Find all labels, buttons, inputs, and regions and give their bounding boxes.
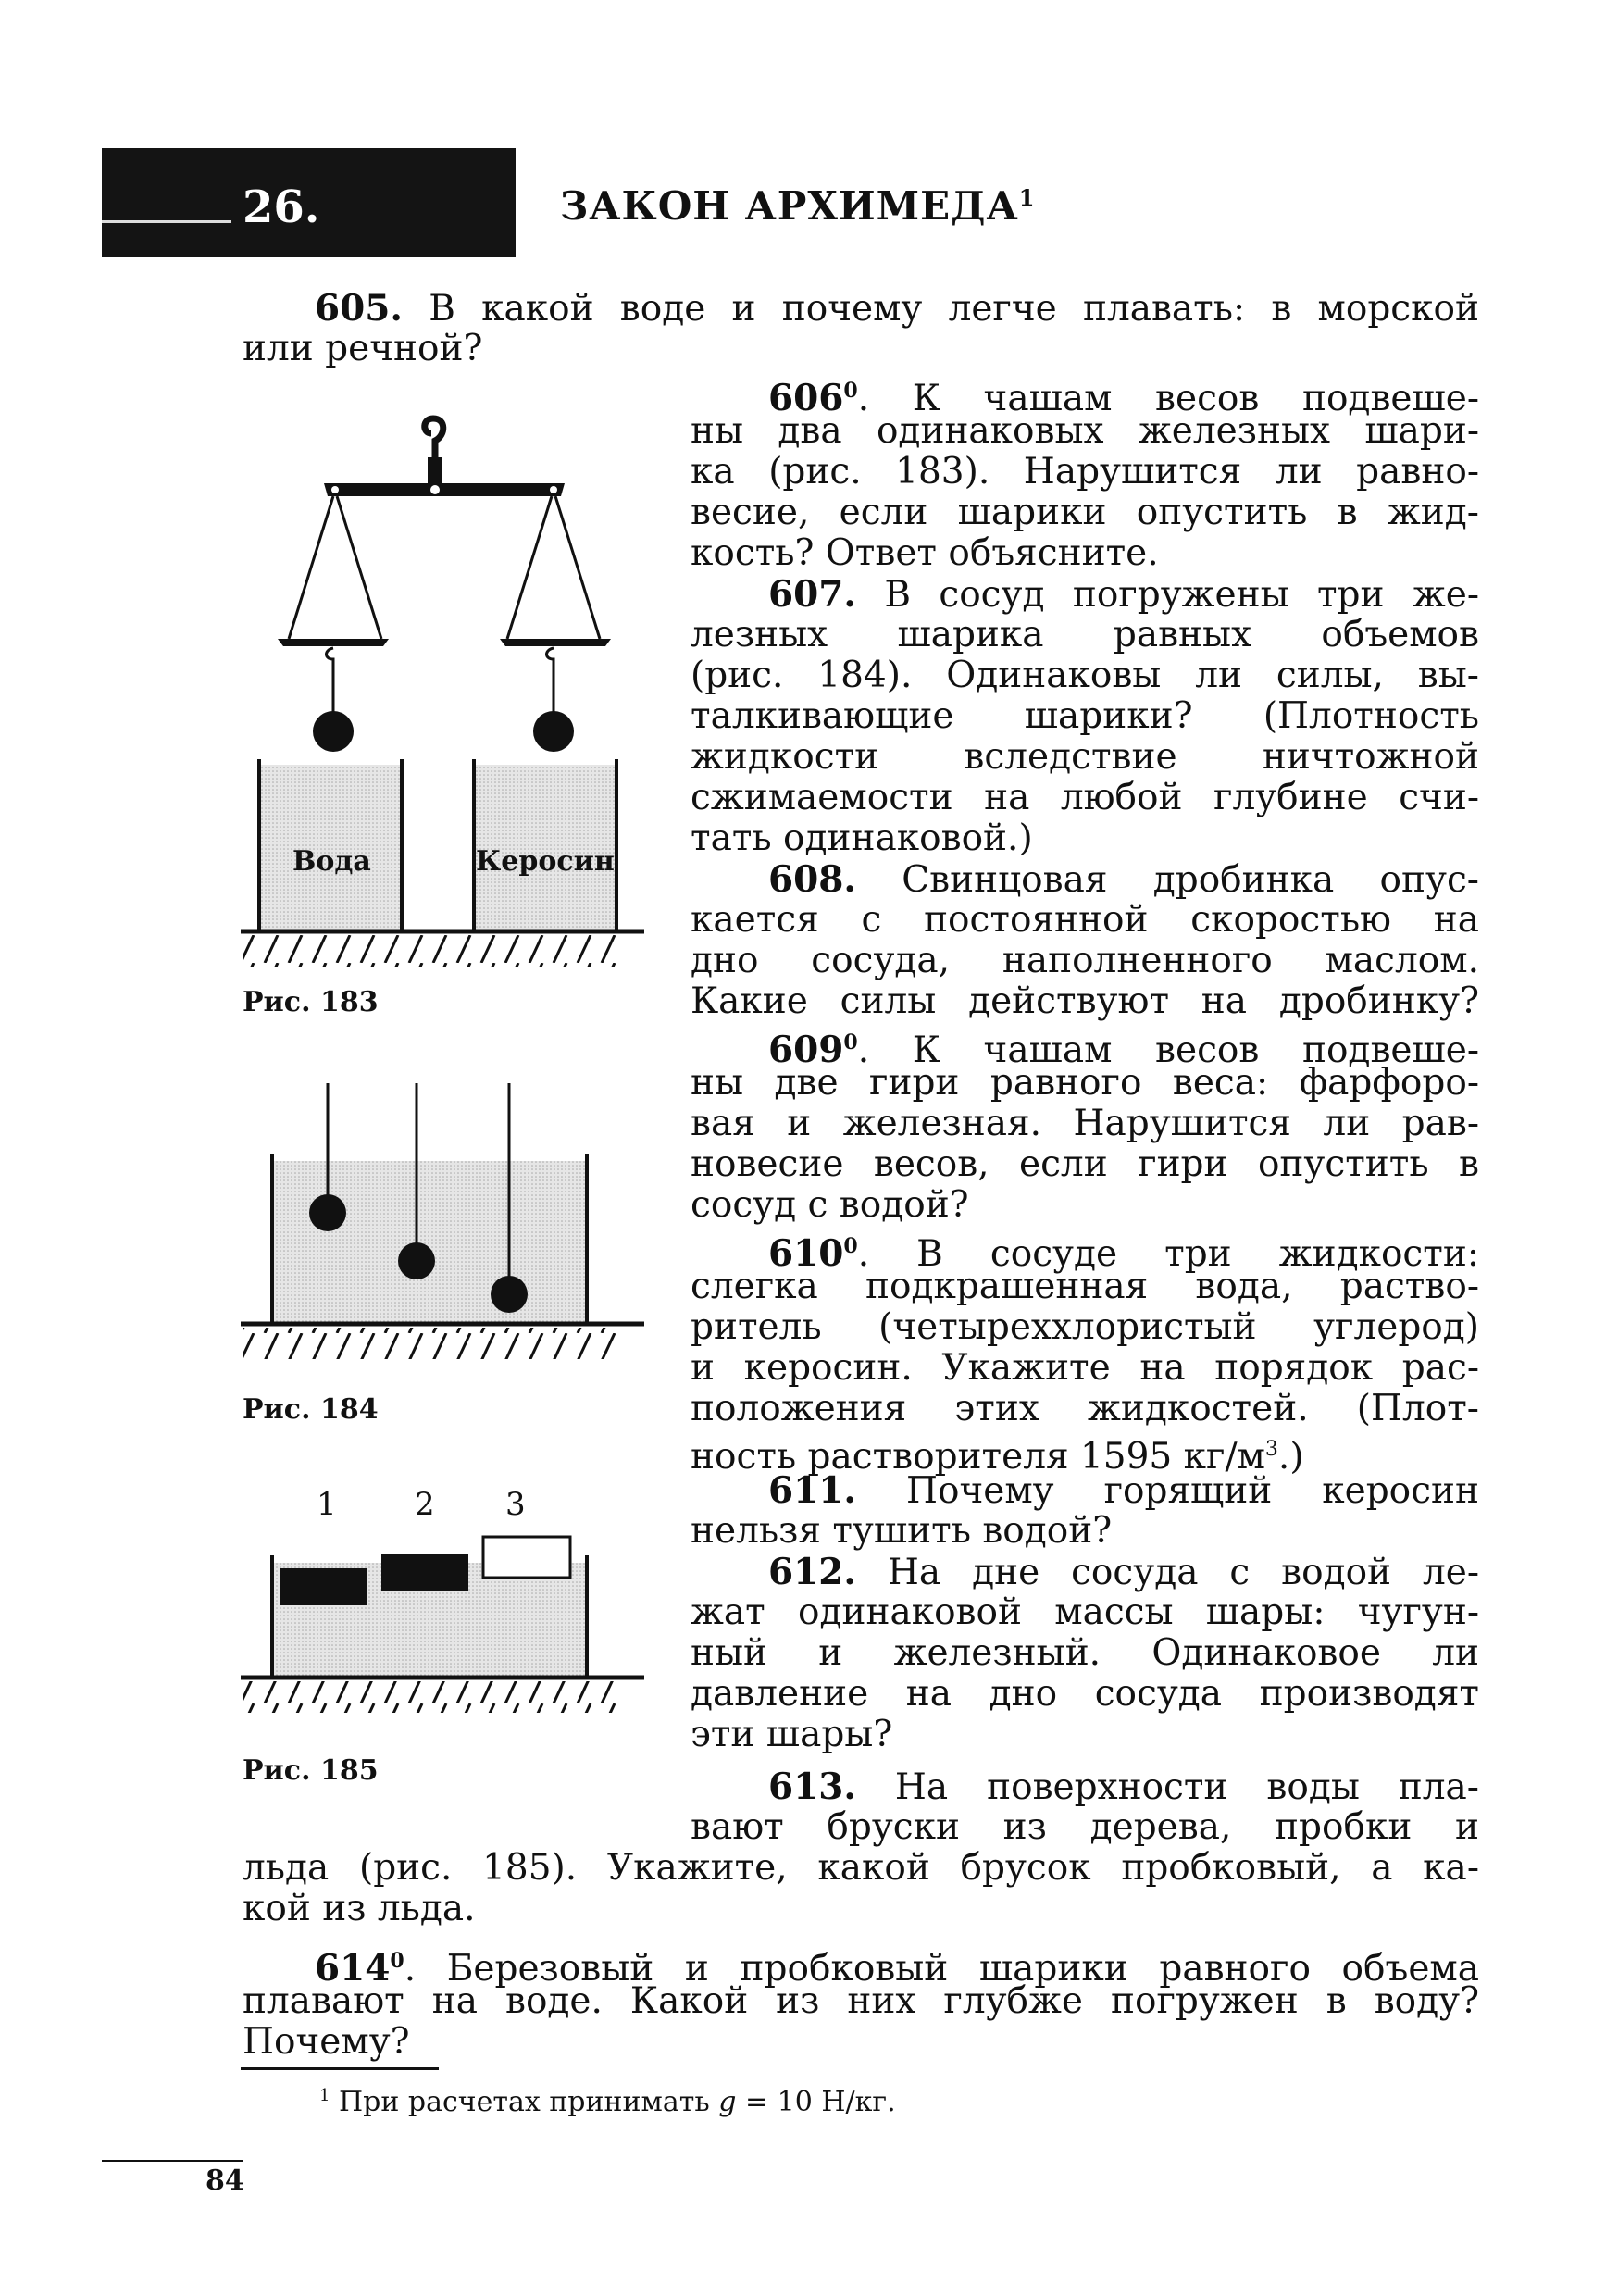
figure-185-blocks bbox=[231, 1481, 657, 1750]
problem-612-line-4: давление на дно сосуда производят bbox=[691, 1673, 1479, 1715]
problem-607-line-2: лезных шарика равных объемов bbox=[691, 614, 1479, 655]
problem-612-line-5: эти шары? bbox=[691, 1714, 893, 1755]
problem-613-line-2: вают бруски из дерева, пробки и bbox=[691, 1806, 1479, 1848]
problem-609-line-5: сосуд с водой? bbox=[691, 1184, 969, 1226]
problem-606-line-3: ка (рис. 183). Нарушится ли равно- bbox=[691, 451, 1479, 493]
problem-610-line-4: и керосин. Укажите на порядок рас- bbox=[691, 1347, 1479, 1389]
block-3 bbox=[483, 1537, 570, 1578]
problem-608-line-2: кается с постоянной скоростью на bbox=[691, 899, 1479, 941]
block-label-1: 1 bbox=[317, 1486, 337, 1523]
problem-607-line-5: жидкости вследствие ничтожной bbox=[691, 736, 1479, 778]
problem-605-line-2: или речной? bbox=[243, 328, 483, 369]
problem-606-line-1: $606^0$. К чашам весов подвеше- bbox=[768, 377, 1479, 419]
title-footnote-mark: 1 bbox=[1018, 184, 1036, 211]
left-pan bbox=[278, 639, 389, 646]
right-pan bbox=[500, 639, 611, 646]
problem-613-line-3: льда (рис. 185). Укажите, какой брусок пробковый, а ка- bbox=[243, 1847, 1479, 1889]
problem-608-line-4: Какие силы действуют на дробинку? bbox=[691, 980, 1479, 1022]
ball-2 bbox=[398, 1242, 435, 1279]
problem-610-line-6: ность растворителя 1595 $кг/м^3$.) bbox=[691, 1436, 1304, 1478]
header-rule bbox=[102, 220, 231, 223]
left-iron-ball bbox=[313, 711, 354, 752]
problem-610-line-5: положения этих жидкостей. (Плот- bbox=[691, 1388, 1479, 1429]
problem-609-line-1: $609^0$. К чашам весов подвеше- bbox=[768, 1029, 1479, 1071]
figure-184-vessel bbox=[231, 1083, 657, 1389]
problem-609-line-3: вая и железная. Нарушится ли рав- bbox=[691, 1103, 1479, 1144]
balance-beam bbox=[324, 483, 565, 496]
problem-614-line-2: плавают на воде. Какой из них глубже погружен в воду? bbox=[243, 1980, 1479, 2022]
problem-607-line-4: талкивающие шарики? (Плотность bbox=[691, 695, 1479, 737]
problem-607-line-1: 607. В сосуд погружены три же- bbox=[768, 573, 1479, 616]
ball-3 bbox=[491, 1276, 528, 1313]
label-water: Вода bbox=[292, 845, 371, 878]
figure-183-balance bbox=[231, 407, 657, 981]
balance-hook bbox=[425, 418, 443, 459]
label-kerosene: Керосин bbox=[476, 845, 615, 878]
problem-612-line-1: 612. На дне сосуда с водой ле- bbox=[768, 1551, 1479, 1593]
hook-support bbox=[428, 457, 442, 483]
problem-610-line-2: слегка подкрашенная вода, раство- bbox=[691, 1266, 1479, 1307]
problem-614-line-3: Почему? bbox=[243, 2021, 410, 2063]
problem-608-line-3: дно сосуда, наполненного маслом. bbox=[691, 940, 1479, 981]
problem-605-line-1: 605. В какой воде и почему легче плавать: в морской bbox=[315, 287, 1479, 330]
problem-612-line-3: ный и железный. Одинаковое ли bbox=[691, 1632, 1479, 1674]
problem-613-line-1: 613. На поверхности воды пла- bbox=[768, 1766, 1479, 1808]
block-1 bbox=[280, 1568, 367, 1605]
problem-607-line-3: (рис. 184). Одинаковы ли силы, вы- bbox=[691, 655, 1479, 696]
page-number: 84 bbox=[205, 2165, 244, 2197]
problem-613-line-4: кой из льда. bbox=[243, 1888, 476, 1929]
problem-606-line-4: весие, если шарики опустить в жид- bbox=[691, 492, 1479, 533]
problem-611-line-2: нельзя тушить водой? bbox=[691, 1510, 1113, 1552]
footnote-rule bbox=[241, 2067, 439, 2070]
block-label-2: 2 bbox=[415, 1486, 435, 1523]
ball-1 bbox=[309, 1194, 346, 1231]
figure-185-caption: Рис. 185 bbox=[243, 1754, 379, 1787]
liquid bbox=[272, 1161, 587, 1324]
figure-184-caption: Рис. 184 bbox=[243, 1393, 379, 1426]
page-number-rule bbox=[102, 2160, 243, 2162]
problem-609-line-4: новесие весов, если гири опустить в bbox=[691, 1143, 1479, 1185]
problem-606-line-2: ны два одинаковых железных шари- bbox=[691, 410, 1479, 452]
problem-607-line-6: сжимаемости на любой глубине счи- bbox=[691, 777, 1479, 818]
right-iron-ball bbox=[533, 711, 574, 752]
section-title: ЗАКОН АРХИМЕДА$^1$ bbox=[560, 183, 1036, 229]
footnote: $^1$ При расчетах принимать g = 10 Н/кг. bbox=[319, 2086, 896, 2118]
problem-606-line-5: кость? Ответ объясните. bbox=[691, 532, 1159, 574]
problem-612-line-2: жат одинаковой массы шары: чугун- bbox=[691, 1591, 1479, 1633]
problem-607-line-7: тать одинаковой.) bbox=[691, 817, 1033, 859]
block-label-3: 3 bbox=[505, 1486, 526, 1523]
problem-611-line-1: 611. Почему горящий керосин bbox=[768, 1469, 1479, 1512]
problem-614-line-1: $614^0$. Березовый и пробковый шарики равного объема bbox=[315, 1947, 1479, 1990]
problem-610-line-1: $610^0$. В сосуде три жидкости: bbox=[768, 1232, 1479, 1275]
problem-609-line-2: ны две гири равного веса: фарфоро- bbox=[691, 1062, 1479, 1104]
figure-183-caption: Рис. 183 bbox=[243, 986, 379, 1018]
problem-610-line-3: ритель (четыреххлористый углерод) bbox=[691, 1306, 1479, 1348]
block-2 bbox=[381, 1554, 468, 1591]
section-number: 26. bbox=[243, 181, 320, 233]
problem-608-line-1: 608. Свинцовая дробинка опус- bbox=[768, 858, 1479, 901]
